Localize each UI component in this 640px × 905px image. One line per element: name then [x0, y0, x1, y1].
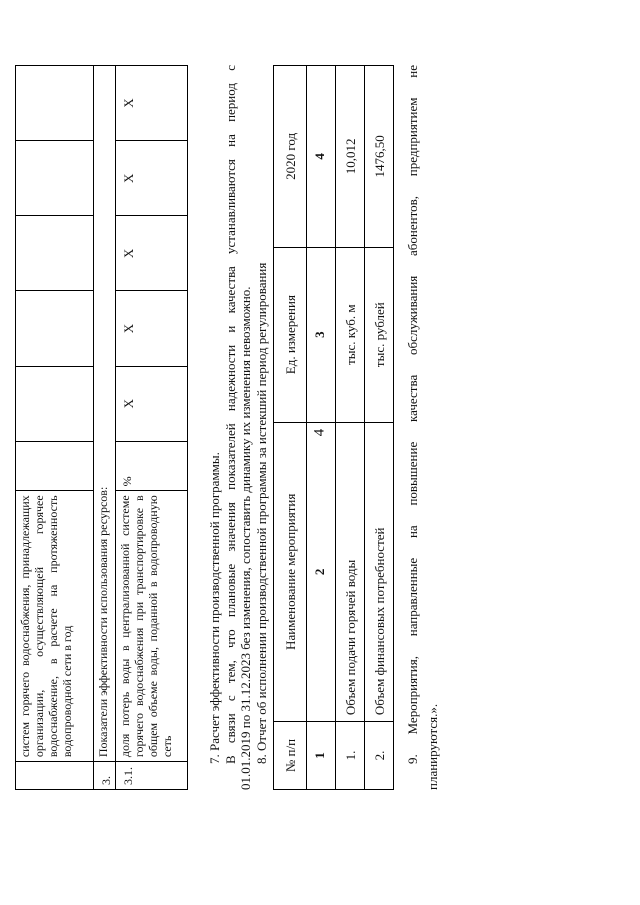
header-cell: Ед. измерения [274, 247, 307, 422]
unit-value: % [116, 441, 188, 491]
value-cell: X [116, 216, 188, 291]
section-8-title: 8. Отчет об исполнении производственной программы за истекший период регулирования [254, 262, 269, 764]
activity-name: Объем подачи горячей воды [336, 422, 365, 722]
row-number: 1. [336, 722, 365, 790]
table-row [365, 66, 394, 790]
row-number: 3.1. [116, 762, 188, 790]
header-cell: № п/п [274, 722, 307, 790]
header-cell: Наименование мероприятия [274, 422, 307, 722]
table-row [16, 66, 94, 790]
year-value: 1476,50 [365, 66, 394, 248]
section-9-line2: планируются.». [425, 703, 440, 790]
continued-indicator-name: систем горячего водоснабжения, принадлежащих организации, осуществляющей горячее водоснабжение, в расчете на протяженность водопроводной сети в год [16, 491, 94, 762]
indicators-table [15, 65, 188, 790]
unit-cell [16, 441, 94, 491]
value-cell [16, 291, 94, 366]
header-cell: 2020 год [274, 66, 307, 248]
value-cell: X [116, 291, 188, 366]
section-title: Показатели эффективности использования ресурсов: [94, 66, 116, 762]
header-row [274, 66, 307, 790]
section-9-line1: 9. Мероприятия, направленные на повышение качества обслуживания абонентов, предприятием не [405, 65, 420, 764]
unit-value: тыс. куб. м [336, 247, 365, 422]
table-row [336, 66, 365, 790]
value-cell [16, 366, 94, 441]
header-number: 2 [307, 422, 336, 722]
section-number: 3. [94, 762, 116, 790]
rotated-content [0, 50, 455, 880]
value-cell: X [116, 141, 188, 216]
table-row [116, 66, 188, 790]
header-number: 1 [307, 722, 336, 790]
header-number-row [307, 66, 336, 790]
header-number: 4 [307, 66, 336, 248]
value-cell [16, 66, 94, 141]
section-row [94, 66, 116, 790]
value-cell [16, 216, 94, 291]
section-7-text-line2: 01.01.2019 по 31.12.2023 без изменения, сопоставить динамику их изменения невозможно. [238, 286, 253, 790]
activity-name: Объем финансовых потребностей [365, 422, 394, 722]
header-number: 3 [307, 247, 336, 422]
year-value: 10,012 [336, 66, 365, 248]
page-number: 4 [311, 428, 328, 437]
value-cell: X [116, 366, 188, 441]
value-cell: X [116, 66, 188, 141]
row-number-cell [16, 762, 94, 790]
section-7-title: 7. Расчет эффективности производственной программы. [207, 452, 222, 764]
row-number: 2. [365, 722, 394, 790]
unit-value: тыс. рублей [365, 247, 394, 422]
report-table [273, 65, 394, 790]
section-7-text-line1: В связи с тем, что плановые значения показателей надежности и качества устанавливаются на период с [223, 65, 238, 764]
value-cell [16, 141, 94, 216]
indicator-name: доля потерь воды в централизованной системе горячего водоснабжения при транспортировке в общем объеме воды, поданной в водопроводную сеть [116, 491, 188, 762]
